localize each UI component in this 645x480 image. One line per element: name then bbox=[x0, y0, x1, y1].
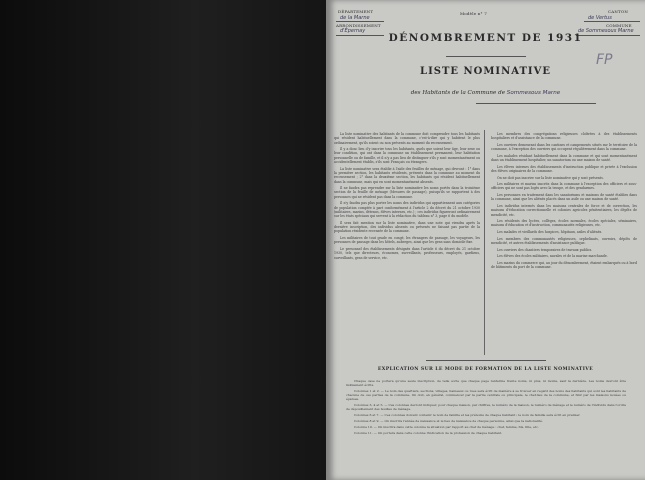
right-paragraph: Les militaires et marins inscrits dans la commune à l'exception des officiers et sous-officiers qui ne sont pas logés avec la troupe, et des gendarmes. bbox=[491, 182, 637, 191]
left-paragraph: La liste nominative des habitants de la commune doit comprendre tous les habitants qui résident habituellement dans la commune, c'est-à-dire qui y habitent le plus ordinairement, qu'ils soient ou non présents au moment du recensement. bbox=[334, 132, 480, 145]
arr-value: d'Épernay bbox=[340, 28, 366, 34]
left-paragraph: Il y a donc lieu d'y inscrire tous les habitants, quels que soient leur âge, leur sexe ou leur condition, qui ont dans la commune un établissement permanent, leur habitation personnelle ou de famille, et il n'y a pas lieu de distinguer s'ils y sont momentanément ou accidentellement établis, s'ils sont Français ou étrangers. bbox=[334, 147, 480, 165]
right-paragraph: Les élèves internes des établissements d'instruction publique et privée à l'exclusion des élèves originaires de la commune. bbox=[491, 164, 637, 173]
right-paragraph: Les membres des congrégations religieuses cloîtrées à des établissements hospitaliers et d'assistance de la commune. bbox=[491, 132, 637, 141]
commune-subtitle bbox=[326, 90, 645, 96]
commune-value: de Sommesous Marne bbox=[578, 28, 634, 34]
explication-paragraph: Colonnes 8 et 9. — On inscrira l'année de naissance et le lieu de naissance de chaque personne, ainsi que la nationalité. bbox=[354, 419, 543, 423]
dept-rule bbox=[336, 21, 384, 22]
right-paragraph: Les ouvriers des chantiers temporaires de travaux publics. bbox=[497, 247, 593, 252]
explication-paragraph: Colonne 11. — On portera dans cette colonne l'indication de la profession de chaque habitant. bbox=[354, 430, 503, 435]
left-paragraph: Les militaires de tout grade en congé, les étrangers de passage, les voyageurs, les personnes de passage dans les hôtels, auberges, ainsi que les gens sans domicile fixe. bbox=[334, 236, 480, 245]
instructions-right-column bbox=[491, 132, 637, 272]
model-number: Modèle n° 7 bbox=[460, 11, 487, 16]
right-paragraph: Les marins du commerce qui, au jour du dénombrement, étaient embarqués ou à bord de bâtiments du port de la commune. bbox=[491, 260, 637, 269]
right-paragraph: Les malades et vieillards des hospices, hôpitaux, asiles d'aliénés. bbox=[497, 230, 603, 235]
explication-paragraph: Colonnes 3, 4 et 5. — Ces colonnes devront indiquer, pour chaque maison, par chiffres, le numéro de la maison, le numéro de ménage et le numéro de l'individu dans l'ordre de dépouillement des feuilles de ménage. bbox=[346, 403, 626, 412]
explication-paragraph: Colonnes 6 et 7. — Ces colonnes doivent contenir le nom de famille et les prénoms de chaque habitant ; le nom de famille sera écrit en premier. bbox=[354, 413, 581, 418]
right-paragraph: Les résidents des lycées, collèges, écoles normales, écoles spéciales, séminaires, maisons d'éducation et d'instruction, communautés religieuses, etc. bbox=[491, 219, 637, 228]
canton-value: de Vertus bbox=[588, 15, 612, 21]
right-paragraph: Les individus internés dans les maisons centrales de force et de correction, les maisons d'éducation correctionnelle et colonies agricoles pénitentiaires, les dépôts de mendicité, etc. bbox=[491, 203, 637, 217]
right-paragraph: Les ouvriers demeurant dans les cantines et campements situés sur le territoire de la commune, à l'exception des ouvriers qui occupent régulièrement dans la commune. bbox=[491, 142, 637, 152]
right-paragraph: Les élèves des écoles militaires, navales et de la marine marchande. bbox=[497, 254, 608, 259]
dept-value: de la Marne bbox=[340, 15, 370, 21]
explication-text bbox=[346, 379, 626, 436]
section-rule bbox=[426, 360, 546, 361]
explication-title: EXPLICATION SUR LE MODE DE FORMATION DE LA LISTE NOMINATIVE bbox=[377, 367, 594, 372]
handwritten-initials: FP bbox=[596, 52, 613, 68]
liste-nominative-title: LISTE NOMINATIVE bbox=[420, 66, 551, 77]
right-paragraph: Les malades résidant habituellement dans la commune et qui sont momentanément dans un établissement hospitalier, un sanatorium ou une maison de santé. bbox=[491, 153, 637, 163]
canton-label: CANTON bbox=[608, 9, 629, 14]
document-page bbox=[326, 0, 645, 480]
subtitle-commune-value: Sommesous Marne bbox=[506, 90, 561, 96]
title-rule bbox=[446, 56, 526, 57]
census-title: DÉNOMBREMENT DE 1931 bbox=[388, 32, 583, 44]
right-paragraph: On ne doit pas inscrire sur la liste nominative qui y sont présents. bbox=[497, 175, 604, 180]
subtitle-text: des Habitants de la Commune de bbox=[410, 90, 505, 96]
arr-label: ARRONDISSEMENT bbox=[336, 23, 381, 28]
subtitle-rule bbox=[476, 103, 596, 104]
canton-rule bbox=[584, 21, 640, 22]
explication-paragraph: Chaque case ne portera qu'une seule inscription, de telle sorte que chaque page renferme trente noms, ni plus, ni moins, sauf la dernière. Les noms devront être lisiblement écrits. bbox=[346, 379, 626, 388]
right-paragraph: Les membres des communautés religieuses, orphelinats, ouvroirs, dépôts de mendicité, et autres établissements d'assistance publique. bbox=[491, 236, 637, 245]
left-paragraph: Le personnel des établissements désignés dans l'article 6 du décret du 21 octobre 1930, tels que directeurs, économes, surveillants, professeurs, employés, gardiens, surveillants, gens de service, etc. bbox=[334, 246, 480, 260]
dept-label: DÉPARTEMENT bbox=[338, 9, 374, 14]
explication-paragraph: Colonne 10. — On inscrira dans cette colonne la situation par rapport au chef de ménage : chef, femme, fils, fille, etc. bbox=[354, 424, 539, 429]
left-paragraph: Il n'y faudra pas plus porter les noms des individus qui appartiennent aux catégories de population comptée à part conformément à l'article 2 du décret du 21 octobre 1930 (militaires, marins, détenus, élèves internes, etc.) ; ces individus figureront ordinairement sur les états spéciaux qui servent à la rédaction du tableau n° 3, page 6 du modèle. bbox=[334, 201, 481, 219]
left-paragraph: Il sera fait mention sur la liste nominative, dans une note qui viendra après la dernière inscription, des individus absents ou présents ne faisant pas partie de la population résidente recensée de la commune. bbox=[334, 220, 480, 234]
right-paragraph: Les personnes en traitement dans les sanatoriums et maisons de santé établies dans la commune, ainsi que les aliénés placés dans un asile ou une maison de santé. bbox=[491, 193, 637, 202]
commune-label: COMMUNE bbox=[606, 23, 632, 28]
left-paragraph: La liste nominative sera établie à l'aide des feuilles de ménage, qui devront : 1° dans la première section, les habitants résidents, présents dans la commune au moment du recensement ; 2° dans la deuxième section, les habitants qui résident habituellement dans la commune, mais qui en sont momentanément absents. bbox=[334, 166, 480, 184]
explication-paragraph: Colonnes 1 et 2. — Le nom des quartiers, sections, villages, hameaux ou rues sera écrit de manière à se trouver en regard des noms des habitants qui sont les habitants de chacune de ces parties de la commune. On doit, en général, commencer par la partie centrale ou principale, le chef-lieu de la commune, et finir par les maisons isolées ou éparses. bbox=[346, 389, 626, 402]
instructions-left-column bbox=[334, 132, 480, 262]
column-divider bbox=[484, 130, 485, 355]
left-paragraph: Il ne faudra pas reprendre sur la liste nominative les noms portés dans la troisième section de la feuille de ménage (Mesures de passage), puisqu'ils se rapportent à des personnes qui ne résident pas dans la commune. bbox=[334, 186, 480, 199]
